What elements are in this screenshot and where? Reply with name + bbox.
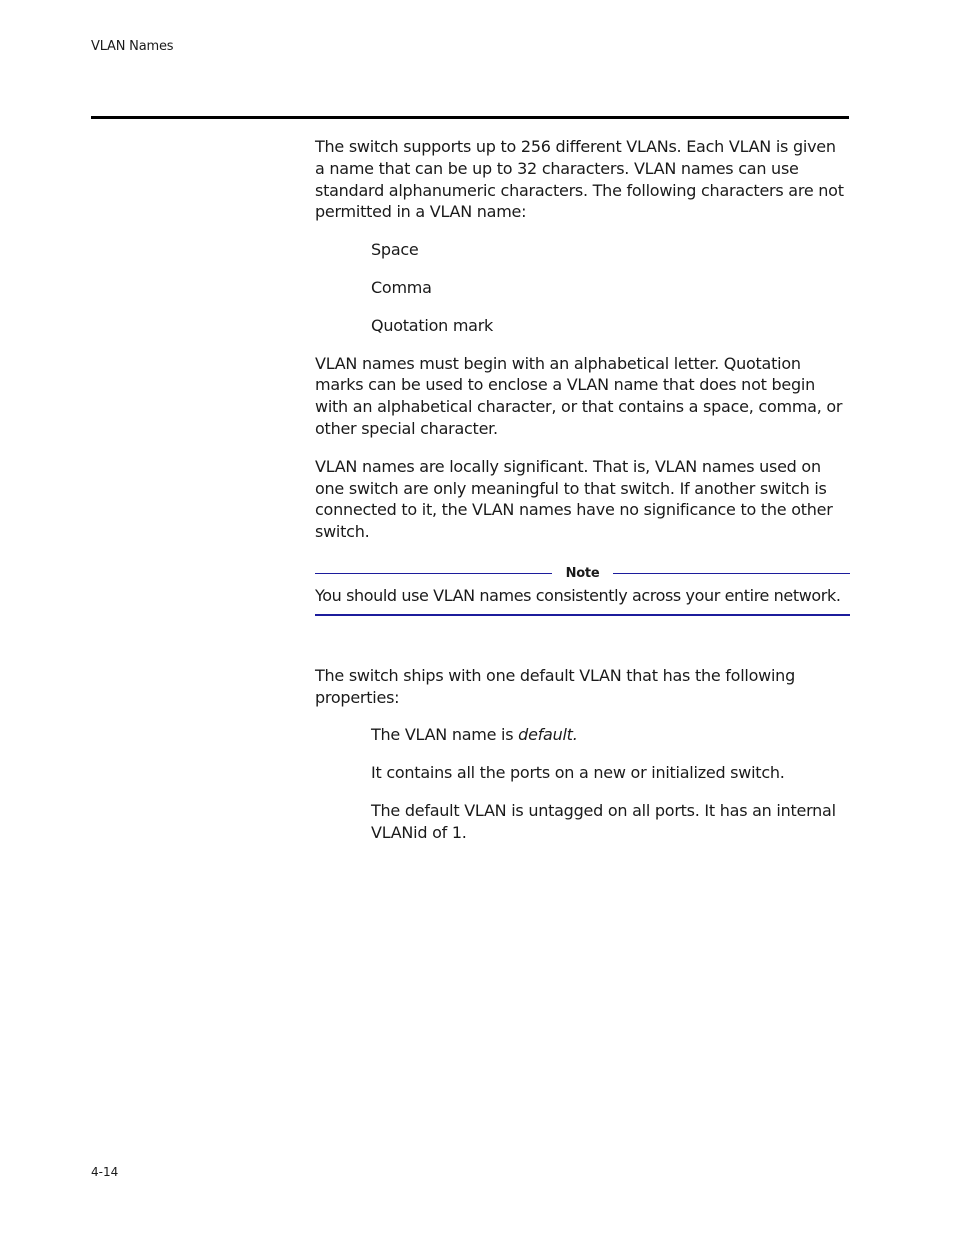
- running-head: VLAN Names: [91, 39, 174, 54]
- top-rule: [91, 116, 849, 119]
- note-header: [315, 567, 850, 581]
- default-vlan-intro: The switch ships with one default VLAN that has the following properties:: [315, 665, 795, 707]
- note-rule-bottom: [315, 614, 850, 616]
- default-vlan-section: [315, 665, 850, 844]
- body-column: [315, 136, 850, 860]
- note-box: [315, 567, 850, 616]
- list-item: Comma: [371, 277, 432, 297]
- note-text: You should use VLAN names consistently across your entire network.: [315, 585, 841, 605]
- intro-paragraph: The switch supports up to 256 different VLANs. Each VLAN is given a name that can be up to 32 characters. VLAN names can use standard alphanumeric characters. The following characters are not permitted in a VLAN name:: [315, 137, 844, 222]
- note-label: Note: [565, 565, 600, 581]
- note-rule-right: [613, 573, 850, 574]
- default-vlan-properties: [315, 724, 850, 843]
- list-item: Quotation mark: [371, 315, 494, 335]
- page-number: 4-14: [91, 1165, 119, 1179]
- rules-paragraph: VLAN names must begin with an alphabetical letter. Quotation marks can be used to enclose a VLAN name that does not begin with an alphabetical character, or that contains a space, comma, or other special character.: [315, 353, 843, 438]
- vlan-name-prefix: The VLAN name is: [371, 725, 519, 745]
- note-rule-left: [315, 573, 552, 574]
- not-permitted-list: [315, 239, 850, 336]
- list-item: Space: [371, 240, 419, 260]
- list-item: The default VLAN is untagged on all ports. It has an internal VLANid of 1.: [371, 800, 836, 842]
- vlan-name-value: default.: [518, 725, 578, 745]
- significance-paragraph: VLAN names are locally significant. That is, VLAN names used on one switch are only meaningful to that switch. If another switch is connected to it, the VLAN names have no significance to the other switch.: [315, 456, 833, 542]
- list-item: [371, 724, 850, 746]
- list-item: It contains all the ports on a new or initialized switch.: [371, 763, 785, 783]
